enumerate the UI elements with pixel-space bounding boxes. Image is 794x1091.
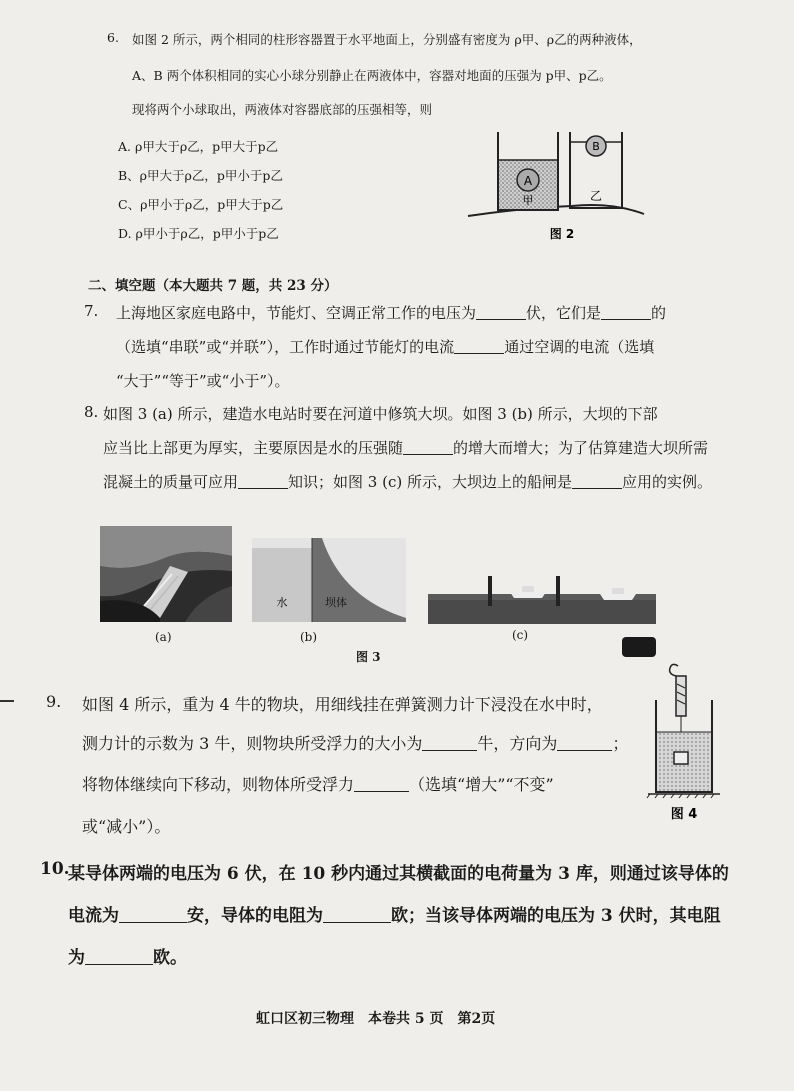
question-10-line-3: 为 欧。	[68, 948, 187, 968]
figure-4	[646, 660, 726, 828]
question-6-line-1: 如图 2 所示，两个相同的柱形容器置于水平地面上，分别盛有密度为 ρ甲、ρ乙的两种液体，	[132, 32, 642, 47]
figure-4-caption: 图 4	[670, 807, 698, 822]
figure-2	[462, 118, 652, 244]
question-6-line-2: A、B 两个体积相同的实心小球分别静止在两液体中，容器对地面的压强为 p甲、p乙。	[132, 68, 612, 83]
margin-mark	[0, 700, 14, 702]
dam-body-label: 坝体	[325, 596, 347, 609]
question-9-line-1: 如图 4 所示，重为 4 牛的物块，用细线挂在弹簧测力计下浸没在水中时，	[82, 695, 603, 714]
question-10-line-1: 某导体两端的电压为 6 伏，在 10 秒内通过其横截面的电荷量为 3 库，则通过该导体的	[68, 864, 729, 884]
question-6-option-d: D. ρ甲小于ρ乙，p甲小于p乙	[118, 226, 279, 241]
question-8-number: 8.	[84, 403, 99, 421]
block	[674, 752, 688, 764]
question-8-line-3: 混凝土的质量可应用 知识；如图 3 (c) 所示，大坝边上的船闸是 应用的实例。	[103, 473, 712, 491]
question-8-line-1: 如图 3 (a) 所示，建造水电站时要在河道中修筑大坝。如图 3 (b) 所示，大坝的下部	[103, 405, 658, 423]
question-9-number: 9.	[46, 692, 62, 711]
question-6-line-3: 现将两个小球取出，两液体对容器底部的压强相等，则	[132, 102, 433, 117]
blank-7-2[interactable]	[601, 304, 651, 320]
question-10-number: 10.	[40, 859, 70, 879]
question-7-line-1: 上海地区家庭电路中，节能灯、空调正常工作的电压为 伏，它们是 的	[116, 304, 667, 322]
blank-8-3[interactable]	[572, 473, 622, 489]
question-10-line-2: 电流为 安，导体的电阻为 欧；当该导体两端的电压为 3 伏时，其电阻	[68, 906, 721, 926]
blank-9-2[interactable]	[557, 734, 612, 751]
figure-3-caption: 图 3	[356, 650, 381, 664]
page-footer: 虹口区初三物理 本卷共 5 页 第2页	[256, 1011, 496, 1027]
liquid-yi-label: 乙	[589, 189, 603, 203]
question-9-line-3: 将物体继续向下移动，则物体所受浮力 （选填“增大”“不变”	[82, 775, 554, 794]
ink-smudge	[622, 637, 656, 657]
question-8-line-2: 应当比上部更为厚实，主要原因是水的压强随 的增大而增大；为了估算建造大坝所需	[103, 439, 709, 457]
blank-8-2[interactable]	[238, 473, 288, 489]
figure-3a-dam-photo	[100, 526, 232, 622]
question-6-option-c: C、ρ甲小于ρ乙，p甲大于p乙	[118, 197, 284, 212]
figure-2-caption: 图 2	[549, 227, 575, 241]
blank-8-1[interactable]	[403, 439, 453, 455]
question-7-line-3: “大于”“等于”或“小于”）。	[116, 372, 290, 390]
figure-3c-ship-lock	[428, 572, 656, 624]
water-label: 水	[276, 596, 288, 609]
question-6-option-a: A. ρ甲大于ρ乙，p甲大于p乙	[118, 139, 279, 154]
blank-10-1[interactable]	[119, 905, 187, 923]
blank-9-1[interactable]	[422, 734, 477, 751]
blank-10-2[interactable]	[323, 905, 391, 923]
liquid-jia-label: 甲	[522, 194, 534, 207]
blank-9-3[interactable]	[354, 775, 409, 792]
blank-7-1[interactable]	[476, 304, 526, 320]
question-6-number: 6.	[107, 30, 119, 45]
figure-3b-caption: (b)	[300, 630, 318, 644]
question-9-line-4: 或“减小”）。	[82, 817, 171, 836]
ball-b-label: B	[592, 140, 600, 153]
question-6-option-b: B、ρ甲大于ρ乙，p甲小于p乙	[118, 168, 283, 183]
blank-7-3[interactable]	[454, 338, 504, 354]
section-2-title: 二、填空题（本大题共 7 题，共 23 分）	[88, 278, 338, 294]
question-9-line-2: 测力计的示数为 3 牛，则物块所受浮力的大小为 牛，方向为 ；	[82, 734, 629, 753]
figure-3a-caption: (a)	[155, 630, 172, 644]
question-7-line-2: （选填“串联”或“并联”），工作时通过节能灯的电流 通过空调的电流（选填	[116, 338, 655, 356]
figure-3b-dam-section	[252, 538, 406, 622]
question-7-number: 7.	[84, 302, 99, 320]
ball-a-label: A	[523, 174, 533, 188]
figure-3c-caption: (c)	[512, 628, 529, 642]
blank-10-3[interactable]	[85, 947, 153, 965]
